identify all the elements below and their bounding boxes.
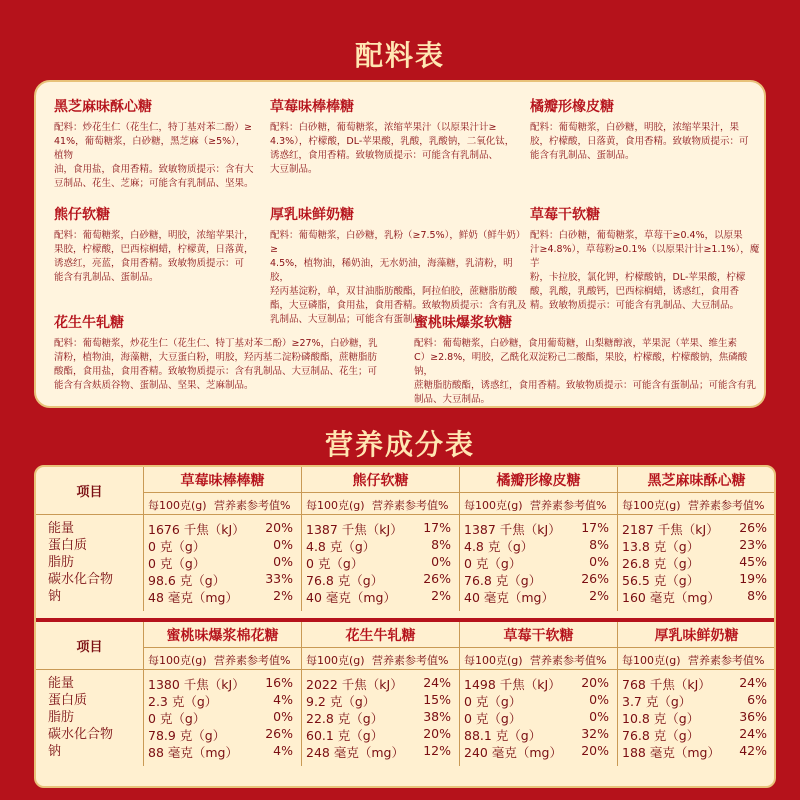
- nutrient-amount: 40 毫克（mg）: [464, 590, 554, 605]
- nutrient-nrv: 17%: [581, 520, 609, 535]
- nutrient-value-row: [144, 726, 301, 743]
- nutrient-nrv: 12%: [423, 743, 451, 758]
- nutrient-nrv: 23%: [739, 537, 767, 552]
- product-name-header: 蜜桃味爆浆棉花糖: [144, 622, 302, 648]
- nrv-label: 营养素参考值%: [214, 654, 291, 667]
- subheader-row: [36, 493, 776, 515]
- subheader-cell: [302, 493, 460, 515]
- ingredient-name: 蜜桃味爆浆软糖: [414, 315, 512, 331]
- nutrient-amount: 0 克（g）: [464, 694, 522, 709]
- ingredient-name: 熊仔软糖: [54, 207, 110, 223]
- nutrient-rows: [36, 515, 776, 611]
- nutrient-label: 蛋白质: [48, 693, 88, 708]
- product-name-header: 花生牛轧糖: [302, 622, 460, 648]
- nutrient-amount: 40 毫克（mg）: [306, 590, 396, 605]
- subheader-cell: [460, 493, 618, 515]
- nutrient-amount: 0 克（g）: [464, 711, 522, 726]
- nutrient-value-row: [460, 692, 617, 709]
- nutrient-amount: 3.7 克（g）: [622, 694, 692, 709]
- nutrient-value-row: [144, 692, 301, 709]
- nutrient-value-row: [618, 588, 775, 605]
- nutrient-amount: 0 克（g）: [306, 556, 364, 571]
- subheader-row: [36, 648, 776, 670]
- nutrient-value-row: [302, 554, 459, 571]
- nutrient-value-row: [460, 554, 617, 571]
- per100-label: 每100克(g): [464, 499, 523, 512]
- nutrient-value-row: [618, 675, 775, 692]
- nutrient-amount: 98.6 克（g）: [148, 573, 226, 588]
- ingredient-name: 草莓味棒棒糖: [270, 99, 354, 115]
- nutrient-amount: 2022 千焦（kJ）: [306, 677, 403, 692]
- nutrient-value-row: [144, 709, 301, 726]
- nutrient-value-row: [460, 571, 617, 588]
- nutrient-label: 蛋白质: [48, 538, 88, 553]
- nutrient-amount: 2.3 克（g）: [148, 694, 218, 709]
- nutrient-value-row: [618, 571, 775, 588]
- subheader-cell: [302, 648, 460, 670]
- nutrient-nrv: 42%: [739, 743, 767, 758]
- nutrient-value-row: [302, 571, 459, 588]
- ingredient-name: 草莓干软糖: [530, 207, 600, 223]
- nutrient-amount: 13.8 克（g）: [622, 539, 700, 554]
- nutrient-value-row: [618, 743, 775, 760]
- ingredient-block-peach-gummy: [414, 312, 764, 407]
- nutrient-amount: 1676 千焦（kJ）: [148, 522, 245, 537]
- nutrient-nrv: 16%: [265, 675, 293, 690]
- nutrient-nrv: 24%: [739, 726, 767, 741]
- nutrient-nrv: 0%: [589, 554, 609, 569]
- project-header: 项目: [36, 622, 144, 670]
- nutrient-amount: 768 千焦（kJ）: [622, 677, 711, 692]
- ingredient-name: 黑芝麻味酥心糖: [54, 99, 152, 115]
- nutrient-label: 脂肪: [48, 710, 75, 725]
- nutrient-value-row: [144, 675, 301, 692]
- ingredient-name: 橘瓣形橡皮糖: [530, 99, 614, 115]
- nutrient-nrv: 38%: [423, 709, 451, 724]
- per100-label: 每100克(g): [148, 654, 207, 667]
- nutrient-nrv: 32%: [581, 726, 609, 741]
- nutrient-label: 钠: [48, 744, 62, 759]
- nutrient-nrv: 20%: [581, 743, 609, 758]
- nutrient-labels: [36, 670, 144, 766]
- nutrient-amount: 160 毫克（mg）: [622, 590, 720, 605]
- nutrient-amount: 9.2 克（g）: [306, 694, 376, 709]
- per100-label: 每100克(g): [622, 499, 681, 512]
- product-values-column: [460, 670, 618, 766]
- ingredient-text: 配料：葡萄糖浆，白砂糖，明胶，浓缩苹果汁，果 胶，柠檬酸，日落黄，食用香精。致敏物质提示：可 能含有乳制品、蛋制品。: [530, 122, 749, 161]
- nutrient-nrv: 24%: [739, 675, 767, 690]
- nutrient-value-row: [460, 743, 617, 760]
- nutrient-value-row: [618, 554, 775, 571]
- nutrient-nrv: 2%: [431, 588, 451, 603]
- ingredient-block-bear-gummy: [54, 204, 264, 285]
- nutrient-amount: 78.9 克（g）: [148, 728, 226, 743]
- nutrient-nrv: 26%: [423, 571, 451, 586]
- nutrient-nrv: 2%: [273, 588, 293, 603]
- nrv-label: 营养素参考值%: [530, 654, 607, 667]
- nutrient-nrv: 15%: [423, 692, 451, 707]
- nutrient-amount: 4.8 克（g）: [464, 539, 534, 554]
- ingredient-block-peanut-nougat: [54, 312, 414, 393]
- subheader-cell: [460, 648, 618, 670]
- nutrient-value-row: [618, 520, 775, 537]
- nutrient-value-row: [618, 692, 775, 709]
- nutrient-label: 能量: [48, 521, 75, 536]
- nutrient-amount: 88.1 克（g）: [464, 728, 542, 743]
- nutrition-title: 营养成分表: [324, 428, 475, 461]
- ingredient-name: 厚乳味鲜奶糖: [270, 207, 354, 223]
- nutrient-labels: [36, 515, 144, 611]
- per100-label: 每100克(g): [306, 499, 365, 512]
- nutrient-value-row: [618, 726, 775, 743]
- nutrient-value-row: [144, 743, 301, 760]
- nutrient-nrv: 0%: [589, 709, 609, 724]
- nutrient-value-row: [302, 520, 459, 537]
- nutrient-amount: 48 毫克（mg）: [148, 590, 238, 605]
- ingredient-text: 配料：白砂糖，葡萄糖浆，草莓干≥0.4%，以原果 汁≥4.8%），草莓粉≥0.1%（以原果汁计≥1.1%），魔芋 粉，卡拉胶，氯化钾，柠檬酸钠，DL-苹果酸，柠檬 酸，乳酸，乳酸钙，巴西棕榈蜡，诱惑红，食用香 精。致敏物质提示：可能含有乳制品、大豆制品。: [530, 230, 760, 311]
- nutrient-label: 钠: [48, 589, 62, 604]
- nutrient-nrv: 4%: [273, 692, 293, 707]
- nutrient-nrv: 0%: [273, 709, 293, 724]
- ingredient-name: 花生牛轧糖: [54, 315, 124, 331]
- nutrient-nrv: 17%: [423, 520, 451, 535]
- nrv-label: 营养素参考值%: [688, 654, 765, 667]
- nutrient-nrv: 0%: [273, 537, 293, 552]
- nutrient-amount: 0 克（g）: [464, 556, 522, 571]
- ingredient-text: 配料：葡萄糖浆，白砂糖，食用葡萄糖，山梨糖醇液，苹果泥（苹果、维生素 C）≥2.8%，明胶，乙酰化双淀粉己二酸酯，果胶，柠檬酸，柠檬酸钠，焦磷酸钠， 蔗糖脂肪酸酯，诱惑红，食用香精。致敏物质提示：可能含有蛋制品；可能含有乳 制品、大豆制品。: [414, 338, 757, 405]
- nutrient-amount: 22.8 克（g）: [306, 711, 384, 726]
- nutrient-amount: 56.5 克（g）: [622, 573, 700, 588]
- nutrient-value-row: [302, 692, 459, 709]
- nutrient-value-row: [618, 709, 775, 726]
- nrv-label: 营养素参考值%: [530, 499, 607, 512]
- nutrient-value-row: [302, 709, 459, 726]
- nutrient-amount: 0 克（g）: [148, 556, 206, 571]
- subheader-cell: [144, 493, 302, 515]
- product-name-header: 厚乳味鲜奶糖: [618, 622, 776, 648]
- subheader-cell: [144, 648, 302, 670]
- nutrient-amount: 88 毫克（mg）: [148, 745, 238, 760]
- product-values-column: [302, 670, 460, 766]
- per100-label: 每100克(g): [622, 654, 681, 667]
- nutrient-label: 脂肪: [48, 555, 75, 570]
- nutrient-amount: 10.8 克（g）: [622, 711, 700, 726]
- nutrient-value-row: [302, 726, 459, 743]
- nutrient-nrv: 26%: [581, 571, 609, 586]
- nutrient-amount: 1498 千焦（kJ）: [464, 677, 561, 692]
- nutrient-value-row: [144, 554, 301, 571]
- ingredients-title: 配料表: [354, 39, 445, 72]
- product-name-header: 草莓味棒棒糖: [144, 467, 302, 493]
- nutrient-nrv: 26%: [739, 520, 767, 535]
- nutrient-nrv: 33%: [265, 571, 293, 586]
- nutrient-nrv: 36%: [739, 709, 767, 724]
- subheader-cell: [618, 493, 776, 515]
- product-values-column: [144, 515, 302, 611]
- nutrient-value-row: [460, 537, 617, 554]
- ingredient-text: 配料：炒花生仁（花生仁，特丁基对苯二酚）≥ 41%，葡萄糖浆，白砂糖，黑芝麻（≥5%），植物 油，食用盐，食用香精。致敏物质提示：含有大 豆制品、花生、芝麻；可能含有乳制品、坚果。: [54, 122, 254, 189]
- subheader-cell: [618, 648, 776, 670]
- nutrient-nrv: 8%: [747, 588, 767, 603]
- product-name-header: 草莓干软糖: [460, 622, 618, 648]
- product-name-header: 熊仔软糖: [302, 467, 460, 493]
- nutrient-value-row: [144, 537, 301, 554]
- product-values-column: [460, 515, 618, 611]
- nutrient-nrv: 0%: [273, 554, 293, 569]
- product-header-row: [36, 467, 776, 493]
- product-values-column: [618, 670, 776, 766]
- nutrient-nrv: 24%: [423, 675, 451, 690]
- nutrient-rows: [36, 670, 776, 766]
- nrv-label: 营养素参考值%: [688, 499, 765, 512]
- nutrient-value-row: [302, 588, 459, 605]
- nutrient-value-row: [460, 726, 617, 743]
- product-values-column: [618, 515, 776, 611]
- product-name-header: 橘瓣形橡皮糖: [460, 467, 618, 493]
- nutrient-nrv: 0%: [589, 692, 609, 707]
- ingredient-text: 配料：葡萄糖浆，炒花生仁（花生仁、特丁基对苯二酚）≥27%，白砂糖，乳 清粉，植物油，海藻糖，大豆蛋白粉，明胶，羟丙基二淀粉磷酸酯，蔗糖脂肪 酸酯，食用盐，食用香精。致敏物质提示：含有乳制品、大豆制品、花生；可 能含有含麸质谷物、蛋制品、坚果、芝麻制品。: [54, 338, 378, 391]
- nutrient-amount: 240 毫克（mg）: [464, 745, 562, 760]
- nutrient-amount: 76.8 克（g）: [622, 728, 700, 743]
- nutrient-nrv: 26%: [265, 726, 293, 741]
- nutrient-nrv: 19%: [739, 571, 767, 586]
- nutrient-value-row: [144, 571, 301, 588]
- nutrient-amount: 76.8 克（g）: [464, 573, 542, 588]
- project-header: 项目: [36, 467, 144, 515]
- nrv-label: 营养素参考值%: [372, 654, 449, 667]
- nutrient-amount: 4.8 克（g）: [306, 539, 376, 554]
- ingredient-block-milk-candy: [270, 204, 530, 327]
- ingredient-block-black-sesame: [54, 96, 254, 191]
- nutrient-amount: 2187 千焦（kJ）: [622, 522, 719, 537]
- nutrient-nrv: 8%: [589, 537, 609, 552]
- product-values-column: [302, 515, 460, 611]
- nutrient-nrv: 8%: [431, 537, 451, 552]
- nutrient-nrv: 0%: [431, 554, 451, 569]
- nutrient-label: 碳水化合物: [48, 727, 114, 742]
- nutrient-amount: 26.8 克（g）: [622, 556, 700, 571]
- nutrient-value-row: [302, 675, 459, 692]
- product-name-header: 黑芝麻味酥心糖: [618, 467, 776, 493]
- nutrient-value-row: [302, 537, 459, 554]
- ingredient-text: 配料：葡萄糖浆，白砂糖，明胶，浓缩苹果汁， 果胶，柠檬酸，巴西棕榈蜡，柠檬黄，日落黄， 诱惑红，亮蓝，食用香精。致敏物质提示：可 能含有乳制品、蛋制品。: [54, 230, 254, 283]
- ingredient-block-dried-strawberry: [530, 204, 762, 313]
- nutrition-panel: [34, 465, 776, 788]
- nutrient-value-row: [460, 675, 617, 692]
- nutrient-nrv: 20%: [581, 675, 609, 690]
- nutrient-amount: 0 克（g）: [148, 711, 206, 726]
- nutrient-nrv: 20%: [265, 520, 293, 535]
- per100-label: 每100克(g): [148, 499, 207, 512]
- nutrient-value-row: [144, 588, 301, 605]
- nutrient-value-row: [460, 588, 617, 605]
- ingredient-text: 配料：葡萄糖浆，白砂糖，乳粉（≥7.5%），鲜奶（鲜牛奶）≥ 4.5%，植物油，稀奶油，无水奶油，海藻糖，乳清粉，明胶， 羟丙基淀粉，单，双甘油脂肪酸酯，阿拉伯胶，蔗糖脂肪酸 酯，大豆磷脂，食用盐，食用香精。致敏物质提示：含有乳及 乳制品、大豆制品；可能含有蛋制品。: [270, 230, 527, 325]
- product-values-column: [144, 670, 302, 766]
- nrv-label: 营养素参考值%: [372, 499, 449, 512]
- ingredient-block-strawberry-lollipop: [270, 96, 520, 177]
- nutrient-amount: 248 毫克（mg）: [306, 745, 404, 760]
- nutrient-amount: 1387 千焦（kJ）: [464, 522, 561, 537]
- nutrient-value-row: [618, 537, 775, 554]
- per100-label: 每100克(g): [306, 654, 365, 667]
- nutrient-nrv: 45%: [739, 554, 767, 569]
- nutrient-nrv: 4%: [273, 743, 293, 758]
- nutrient-amount: 1380 千焦（kJ）: [148, 677, 245, 692]
- nutrient-amount: 60.1 克（g）: [306, 728, 384, 743]
- ingredients-panel: [34, 80, 766, 408]
- nutrient-value-row: [460, 709, 617, 726]
- nutrient-nrv: 2%: [589, 588, 609, 603]
- nutrient-nrv: 6%: [747, 692, 767, 707]
- ingredient-text: 配料：白砂糖，葡萄糖浆，浓缩苹果汁（以原果汁计≥ 4.3%），柠檬酸，DL-苹果酸，乳酸，乳酸钠，二氧化钛， 诱惑红，食用香精。致敏物质提示：可能含有乳制品、 大豆制品。: [270, 122, 515, 175]
- nutrient-amount: 188 毫克（mg）: [622, 745, 720, 760]
- nutrient-value-row: [144, 520, 301, 537]
- nutrient-amount: 76.8 克（g）: [306, 573, 384, 588]
- per100-label: 每100克(g): [464, 654, 523, 667]
- nrv-label: 营养素参考值%: [214, 499, 291, 512]
- nutrient-value-row: [302, 743, 459, 760]
- nutrient-amount: 1387 千焦（kJ）: [306, 522, 403, 537]
- nutrient-amount: 0 克（g）: [148, 539, 206, 554]
- nutrient-value-row: [460, 520, 617, 537]
- nutrient-label: 碳水化合物: [48, 572, 114, 587]
- nutrient-label: 能量: [48, 676, 75, 691]
- ingredient-block-orange-gummy: [530, 96, 760, 163]
- product-header-row: [36, 622, 776, 648]
- nutrient-nrv: 20%: [423, 726, 451, 741]
